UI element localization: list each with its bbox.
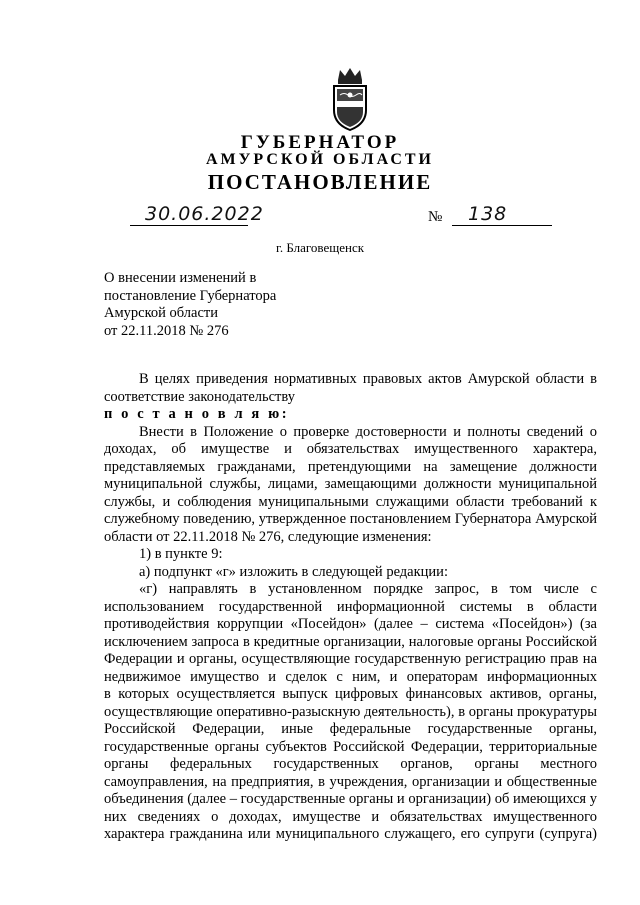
body-line: осуществляющие оперативно-разыскную деятельность), в органы прокуратуры [104, 703, 597, 720]
body-line: Внести в Положение о проверке достоверности и полноты сведений о [139, 423, 597, 440]
document-body [104, 371, 597, 844]
subject-block [104, 270, 276, 340]
body-line: области от 22.11.2018 № 276, следующие изменения: [104, 528, 432, 545]
body-line: В целях приведения нормативных правовых актов Амурской области в [139, 371, 597, 387]
body-line: Российской Федерации, иные федеральные государственные органы, [104, 721, 597, 737]
body-line: самоуправления, на предприятия, в учреждения, организации и общественные [104, 773, 597, 790]
body-line: а) подпункт «г» изложить в следующей редакции: [139, 563, 448, 580]
handwritten-date: 30.06.2022 [145, 203, 264, 225]
subject-line: от 22.11.2018 № 276 [104, 322, 229, 339]
city-line: г. Благовещенск [275, 240, 365, 255]
body-line: недвижимое имущество и сделок с ним, и операторам информационных [104, 668, 597, 685]
body-line: органы федеральных государственных органов, органы местного [104, 756, 597, 772]
body-line: в которых осуществляется выпуск цифровых финансовых активов, органы, [104, 686, 597, 702]
body-line: 1) в пункте 9: [139, 546, 223, 562]
body-line: служебному поведению, утвержденное постановлением Губернатора Амурской [104, 511, 597, 527]
handwritten-number: 138 [468, 203, 508, 225]
resolution-word: п о с т а н о в л я ю: [104, 406, 290, 422]
body-line: использованием государственной информационной системы в области [104, 598, 597, 615]
body-line: государственные органы субъектов Российской Федерации, территориальные [104, 738, 597, 755]
body-line: объединения (далее – государственные органы и организации) об имеющихся у [104, 791, 597, 807]
body-line: противодействия коррупции «Посейдон» (далее – система «Посейдон») (за [104, 616, 597, 632]
body-line: характера гражданина или муниципального служащего, его супруги (супруга) [104, 826, 597, 842]
subject-line: О внесении изменений в [104, 270, 257, 286]
body-line: Федерации и органы, осуществляющие государственную регистрацию прав на [104, 651, 597, 667]
number-label: № [428, 209, 443, 225]
body-line: «г) направлять в установленном порядке запрос, в том числе с [139, 581, 597, 597]
body-line: них сведениях о доходах, имуществе и обязательствах имущественного [104, 808, 597, 825]
body-line: соответствие законодательству [104, 388, 295, 405]
region-title: АМУРСКОЙ ОБЛАСТИ [206, 151, 434, 168]
subject-line: Амурской области [104, 305, 218, 321]
document-type-title: ПОСТАНОВЛЕНИЕ [207, 170, 433, 194]
body-line: представляемых гражданами, претендующими на замещение должности [104, 458, 597, 475]
subject-line: постановление Губернатора [104, 287, 277, 304]
date-underline [130, 225, 248, 226]
coat-of-arms-emblem [328, 66, 372, 132]
number-underline [452, 225, 552, 226]
body-line: доходах, об имуществе и обязательствах имущественного характера, [104, 441, 597, 457]
body-line: службы, и соблюдения муниципальными служащими области требований к [104, 493, 597, 510]
body-line: исключением запроса в кредитные организации, налоговые органы Российской [104, 633, 597, 650]
governor-title: ГУБЕРНАТОР [240, 132, 400, 153]
body-line: муниципальной службы, лицами, замещающими должности муниципальной [104, 476, 597, 492]
